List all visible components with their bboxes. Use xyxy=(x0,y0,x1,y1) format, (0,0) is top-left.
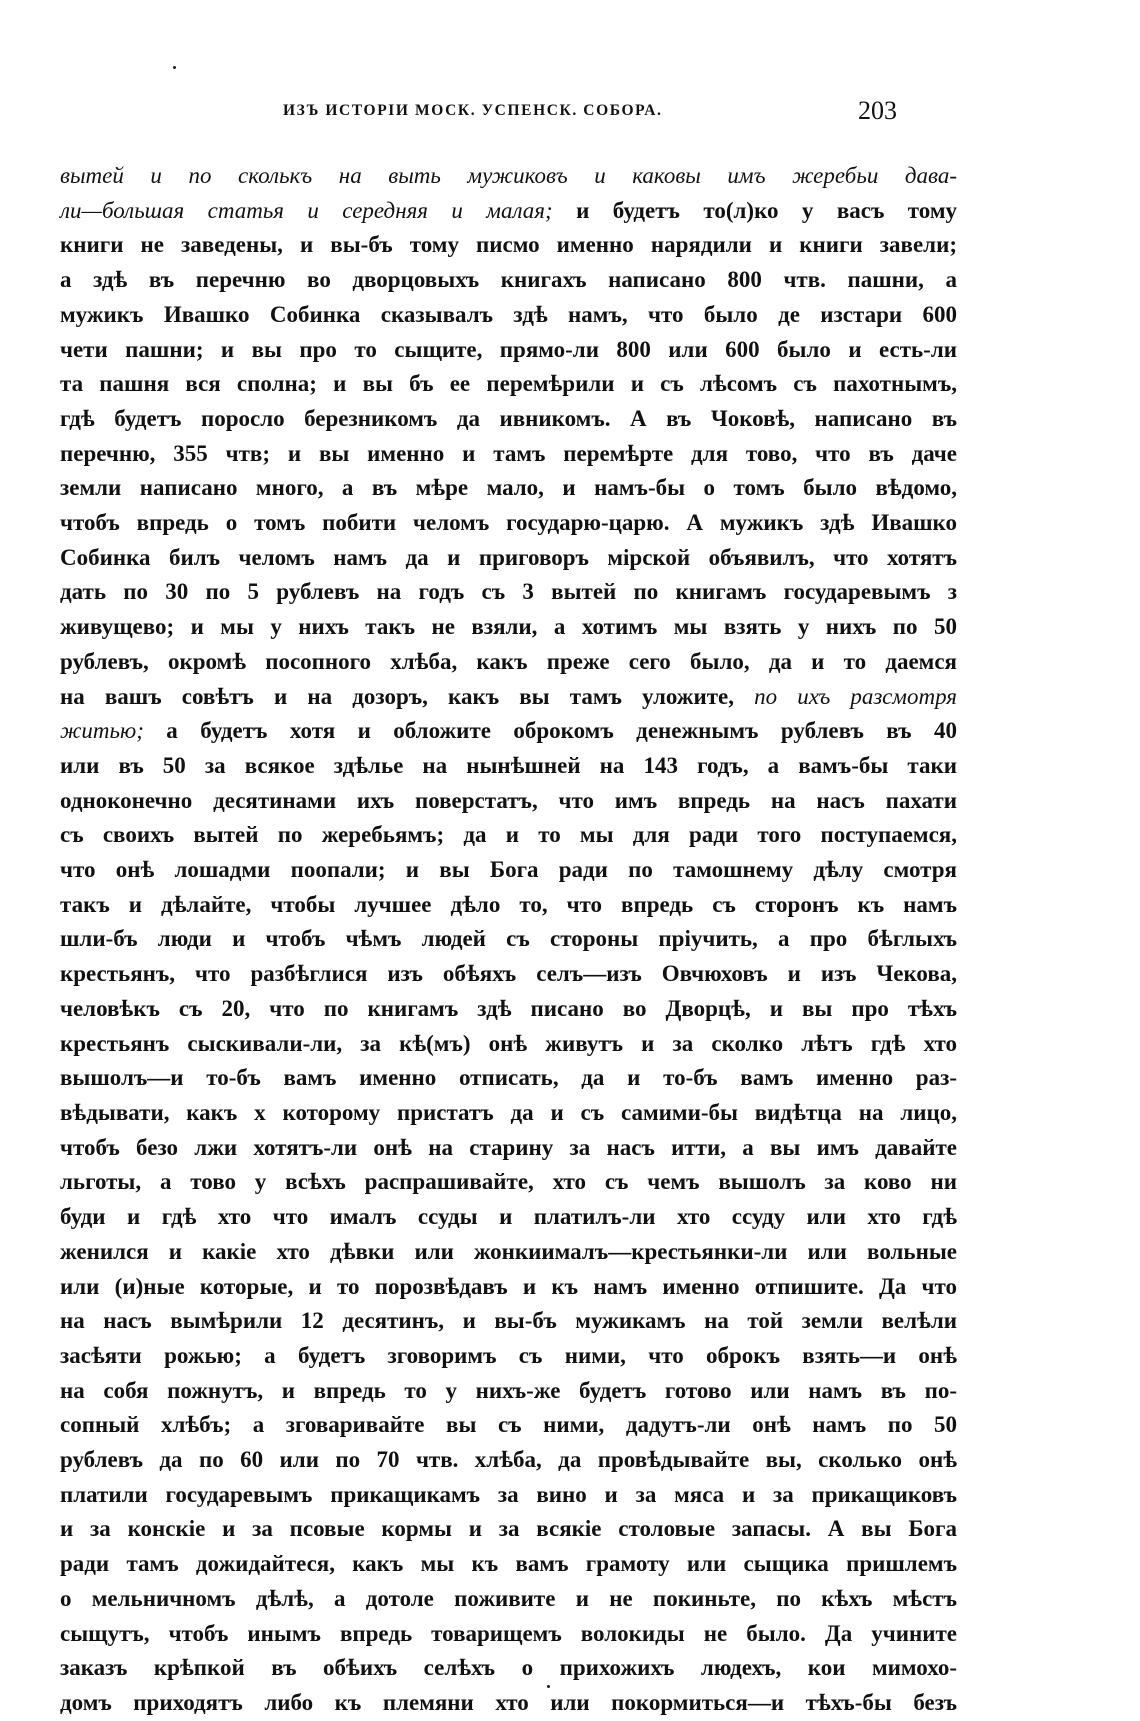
text-line xyxy=(60,1027,957,1062)
text-line xyxy=(60,818,957,853)
regular-text: или въ 50 за всякое здѣлье на нынѣшней на 143 годъ, а вамъ-бы таки xyxy=(60,752,957,778)
regular-text: рублевъ, окромѣ посопного хлѣба, какъ преже сего было, да и то даемся xyxy=(60,648,957,674)
italic-text: по ихъ разсмотря xyxy=(754,683,957,709)
regular-text: сопный хлѣбъ; а зговаривайте вы съ ними, дадутъ-ли онѣ намъ по 50 xyxy=(60,1412,957,1438)
text-line xyxy=(60,922,957,957)
print-speck xyxy=(173,66,176,69)
text-line xyxy=(60,680,957,715)
text-line xyxy=(60,888,957,923)
regular-text: заказъ крѣпкой въ обѣихъ селѣхъ о прихожихъ людехъ, кои мимохо- xyxy=(60,1655,957,1681)
text-line xyxy=(60,1200,957,1235)
regular-text: гдѣ будетъ поросло березникомъ да ивникомъ. А въ Чоковѣ, написано въ xyxy=(60,405,957,431)
regular-text: женился и какіе хто дѣвки или жонкиималъ—крестьянки-ли или вольные xyxy=(60,1238,957,1264)
regular-text: чтобъ безо лжи хотятъ-ли онѣ на старину за насъ итти, а вы имъ давайте xyxy=(60,1134,957,1160)
header-title: ИЗЪ ИСТОРІИ МОСК. УСПЕНСК. СОБОРА. xyxy=(283,102,663,119)
text-line xyxy=(60,298,957,333)
text-line xyxy=(60,1131,957,1166)
text-line xyxy=(60,1512,957,1547)
regular-text: домъ приходятъ либо къ племяни хто или покормиться—и тѣхъ-бы безъ xyxy=(60,1689,957,1715)
text-line xyxy=(60,367,957,402)
regular-text: человѣкъ съ 20, что по книгамъ здѣ писано во Дворцѣ, и вы про тѣхъ xyxy=(60,995,957,1021)
regular-text: или (и)ные которые, и то порозвѣдавъ и къ намъ именно отпишите. Да что xyxy=(60,1273,957,1299)
regular-text: мужикъ Ивашко Собинка сказывалъ здѣ намъ, что было де изстари 600 xyxy=(60,301,957,327)
regular-text: съ своихъ вытей по жеребьямъ; да и то мы для ради того поступаемся, xyxy=(60,822,957,848)
text-line xyxy=(60,575,957,610)
regular-text: и будетъ то(л)ко у васъ тому xyxy=(552,197,958,223)
text-line xyxy=(60,1061,957,1096)
regular-text: на вашъ совѣтъ и на дозоръ, какъ вы тамъ уложите, xyxy=(60,683,755,709)
text-line xyxy=(60,1617,957,1652)
regular-text: перечню, 355 чтв; и вы именно и тамъ перемѣрте для тово, что въ даче xyxy=(60,440,957,466)
italic-text: житью; xyxy=(60,718,144,744)
text-line xyxy=(60,1339,957,1374)
text-line xyxy=(60,194,957,229)
regular-text: рублевъ да по 60 или по 70 чтв. хлѣба, да провѣдывайте вы, сколько онѣ xyxy=(60,1447,957,1473)
regular-text: а здѣ въ перечню во дворцовыхъ книгахъ написано 800 чтв. пашни, а xyxy=(60,267,957,293)
text-line xyxy=(60,784,957,819)
regular-text: засѣяти рожью; а будетъ зговоримъ съ ними, что оброкъ взять—и онѣ xyxy=(60,1342,957,1368)
text-line xyxy=(60,957,957,992)
regular-text: одноконечно десятинами ихъ поверстатъ, что имъ впредь на насъ пахати xyxy=(60,787,957,813)
text-line xyxy=(60,333,957,368)
text-line xyxy=(60,1304,957,1339)
text-line xyxy=(60,402,957,437)
text-line xyxy=(60,1651,957,1686)
text-line xyxy=(60,263,957,298)
regular-text: такъ и дѣлайте, чтобы лучшее дѣло то, что впредь съ сторонъ къ намъ xyxy=(60,891,957,917)
regular-text: дать по 30 по 5 рублевъ на годъ съ 3 вытей по книгамъ государевымъ з xyxy=(60,579,957,605)
page-number: 203 xyxy=(858,96,897,125)
text-line xyxy=(60,853,957,888)
text-line xyxy=(60,1096,957,1131)
regular-text: а будетъ хотя и обложите оброкомъ денежнымъ рублевъ въ 40 xyxy=(143,718,957,744)
text-line xyxy=(60,610,957,645)
text-line xyxy=(60,1235,957,1270)
text-line xyxy=(60,437,957,472)
regular-text: та пашня вся сполна; и вы бъ ее перемѣрили и съ лѣсомъ съ пахотнымъ, xyxy=(60,371,957,397)
text-line xyxy=(60,1374,957,1409)
italic-text: ли—большая статья и середняя и малая; xyxy=(60,197,553,223)
text-line xyxy=(60,1547,957,1582)
regular-text: на собя пожнутъ, и впредь то у нихъ-же будетъ готово или намъ въ по- xyxy=(60,1377,957,1403)
regular-text: сыщутъ, чтобъ инымъ впредь товарищемъ волокиды не было. Да учините xyxy=(60,1620,957,1646)
regular-text: о мельничномъ дѣлѣ, а дотоле поживите и не покиньте, по кѣхъ мѣстъ xyxy=(60,1585,957,1611)
text-line xyxy=(60,1478,957,1513)
regular-text: чтобъ впредь о томъ побити челомъ государю-царю. А мужикъ здѣ Ивашко xyxy=(60,510,957,536)
regular-text: чети пашни; и вы про то сыщите, прямо-ли 800 или 600 было и есть-ли xyxy=(60,336,957,362)
text-line xyxy=(60,1443,957,1478)
text-line xyxy=(60,1270,957,1305)
regular-text: льготы, а тово у всѣхъ распрашивайте, хто съ чемъ вышолъ за ково ни xyxy=(60,1169,957,1195)
regular-text: платили государевымъ прикащикамъ за вино и за мяса и за прикащиковъ xyxy=(60,1481,957,1507)
body-text xyxy=(60,159,957,1721)
text-line xyxy=(60,1686,957,1721)
regular-text: буди и гдѣ хто что ималъ ссуды и платилъ-ли хто ссуду или хто гдѣ xyxy=(60,1204,957,1230)
regular-text: на насъ вымѣрили 12 десятинъ, и вы-бъ мужикамъ на той земли велѣли xyxy=(60,1308,957,1334)
text-line xyxy=(60,159,957,194)
text-line xyxy=(60,992,957,1027)
regular-text: Собинка билъ челомъ намъ да и приговоръ мірской объявилъ, что хотятъ xyxy=(60,544,957,570)
text-line xyxy=(60,645,957,680)
italic-text: вытей и по сколькъ на выть мужиковъ и каковы имъ жеребьи дава- xyxy=(60,163,957,188)
regular-text: земли написано много, а въ мѣре мало, и намъ-бы о томъ было вѣдомо, xyxy=(60,475,957,501)
regular-text: живущево; и мы у нихъ такъ не взяли, а хотимъ мы взять у нихъ по 50 xyxy=(60,614,957,640)
regular-text: вѣдывати, какъ х которому пристатъ да и съ самими-бы видѣтца на лицо, xyxy=(60,1099,957,1125)
text-line xyxy=(60,1582,957,1617)
text-line xyxy=(60,228,957,263)
text-line xyxy=(60,541,957,576)
text-line xyxy=(60,1408,957,1443)
regular-text: шли-бъ люди и чтобъ чѣмъ людей съ стороны пріучить, а про бѣглыхъ xyxy=(60,926,957,952)
regular-text: книги не заведены, и вы-бъ тому писмо именно нарядили и книги завели; xyxy=(60,232,957,258)
regular-text: и за конскіе и за псовые кормы и за всякіе столовые запасы. А вы Бога xyxy=(60,1516,957,1542)
regular-text: что онѣ лошадми поопали; и вы Бога ради по тамошнему дѣлу смотря xyxy=(60,857,957,883)
regular-text: крестьянъ сыскивали-ли, за кѣ(мъ) онѣ живутъ и за сколко лѣтъ гдѣ хто xyxy=(60,1030,957,1056)
running-head xyxy=(0,96,1140,130)
text-line xyxy=(60,471,957,506)
text-line xyxy=(60,1165,957,1200)
text-line xyxy=(60,749,957,784)
regular-text: ради тамъ дожидайтеся, какъ мы къ вамъ грамоту или сыщика пришлемъ xyxy=(60,1551,957,1577)
text-line xyxy=(60,506,957,541)
regular-text: крестьянъ, что разбѣглися изъ обѣяхъ селъ—изъ Овчюховъ и изъ Чекова, xyxy=(60,961,957,987)
regular-text: вышолъ—и то-бъ вамъ именно отписать, да и то-бъ вамъ именно раз- xyxy=(60,1065,957,1091)
text-line xyxy=(60,714,957,749)
